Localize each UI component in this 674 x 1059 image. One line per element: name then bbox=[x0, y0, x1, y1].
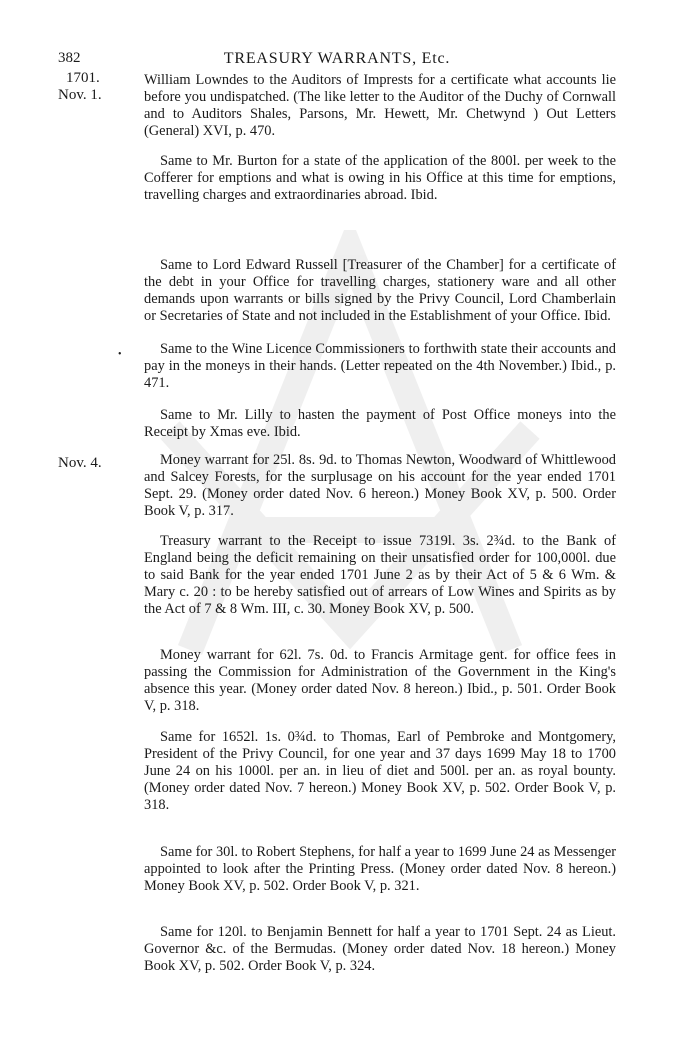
page-header bbox=[58, 50, 616, 70]
entry-pembroke: Same for 1652l. 1s. 0¾d. to Thomas, Earl of Pembroke and Montgomery, President of the Privy Council, for one year and 37 days 1699 May 18 to 1700 June 24 on his 1000l. per an. in lieu of diet and 500l. per an. as royal bounty. (Money order dated Nov. 7 hereon.) Money Book XV, p. 502. Order Book V, p. 318. bbox=[144, 729, 616, 813]
entry-lowndes-auditors: William Lowndes to the Auditors of Imprests for a certificate what accounts lie before you undispatched. (The like letter to the Auditor of the Duchy of Cornwall and to Auditors Shales, Parsons, Mr. Hewett, Mr. Chetwynd ) Out Letters (General) XVI, p. 470. bbox=[144, 72, 616, 139]
entry-burton: Same to Mr. Burton for a state of the application of the 800l. per week to the Cofferer for emptions and what is owing in his Office at this time for emptions, travelling charges and extraordinaries abroad. Ibid. bbox=[144, 153, 616, 203]
margin-date-nov-4: Nov. 4. bbox=[58, 455, 102, 471]
entry-russell: Same to Lord Edward Russell [Treasurer of the Chamber] for a certificate of the debt in your Office for travelling charges, stationery ware and all other demands upon warrants or bills signed by the Privy Council, Lord Chamberlain or Secretaries of State and not included in the Establishment of your Office. Ibid. bbox=[144, 257, 616, 324]
entry-armitage: Money warrant for 62l. 7s. 0d. to Francis Armitage gent. for office fees in passing the Commission for Administration of the Government in the King's absence this year. (Money order dated Nov. 8 hereon.) Ibid., p. 501. Order Book V, p. 318. bbox=[144, 647, 616, 714]
entry-bennett: Same for 120l. to Benjamin Bennett for half a year to 1701 Sept. 24 as Lieut. Governor &c. of the Bermudas. (Money order dated Nov. 18 hereon.) Money Book XV, p. 502. Order Book V, p. 324. bbox=[144, 924, 616, 974]
entry-bank-of-england: Treasury warrant to the Receipt to issue 7319l. 3s. 2¾d. to the Bank of England being the deficit remaining on their unsatisfied order for 100,000l. due to said Bank for the year ended 1701 June 2 as by their Act of 5 & 6 Wm. & Mary c. 20 : to be hereby satisfied out of arrears of Low Wines and Spirits as by the Act of 7 & 8 Wm. III, c. 30. Money Book XV, p. 500. bbox=[144, 533, 616, 617]
running-title: TREASURY WARRANTS, Etc. bbox=[223, 50, 451, 67]
entry-stephens: Same for 30l. to Robert Stephens, for half a year to 1699 June 24 as Messenger appointed to look after the Printing Press. (Money order dated Nov. 8 hereon.) Money Book XV, p. 502. Order Book V, p. 321. bbox=[144, 844, 616, 894]
entry-newton: Money warrant for 25l. 8s. 9d. to Thomas Newton, Woodward of Whittlewood and Salcey Forests, for the surplusage on his account for the year ended 1701 Sept. 29. (Money order dated Nov. 6 hereon.) Money Book XV, p. 500. Order Book V, p. 317. bbox=[144, 452, 616, 519]
page-number: 382 bbox=[58, 50, 81, 66]
margin-year: 1701. bbox=[66, 70, 100, 86]
margin-date-nov-1: Nov. 1. bbox=[58, 87, 102, 103]
entry-lilly: Same to Mr. Lilly to hasten the payment of Post Office moneys into the Receipt by Xmas eve. Ibid. bbox=[144, 407, 616, 440]
margin-bullet: • bbox=[118, 349, 122, 360]
entry-wine-licence: Same to the Wine Licence Commissioners to forthwith state their accounts and pay in the moneys in their hands. (Letter repeated on the 4th November.) Ibid., p. 471. bbox=[144, 341, 616, 391]
